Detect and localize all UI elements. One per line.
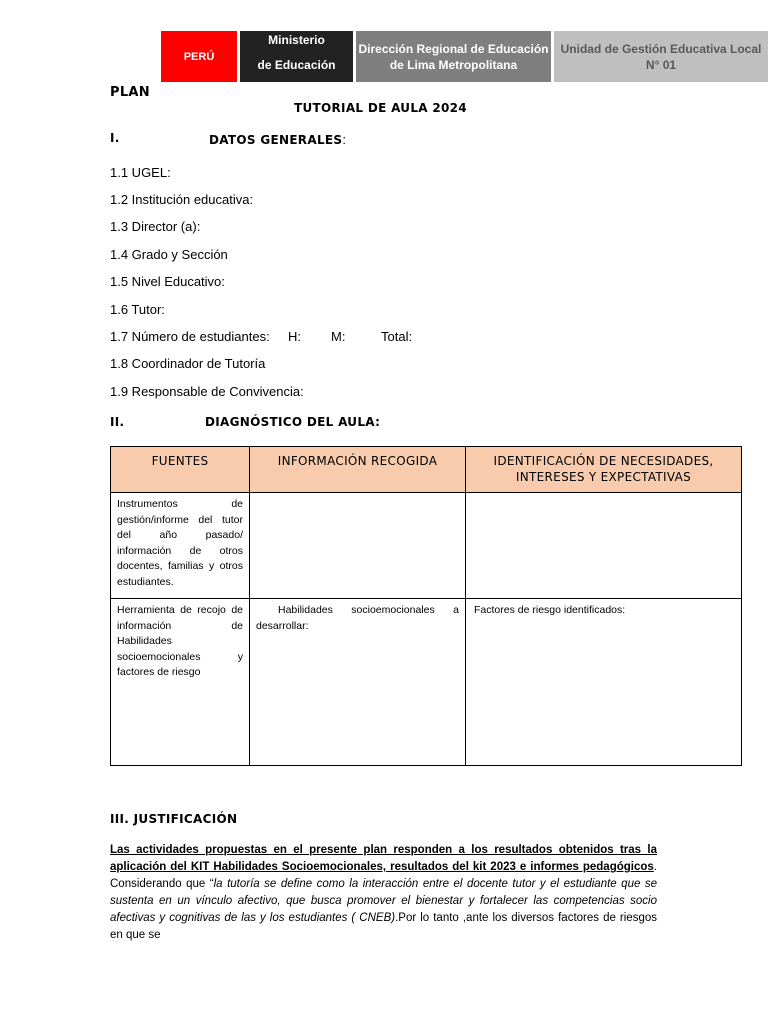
table-cell-factores: Factores de riesgo identificados: (466, 599, 742, 766)
ugel-label: Unidad de Gestión Educativa Local N° 01 (560, 41, 762, 72)
field-num-estudiantes: 1.7 Número de estudiantes: (110, 329, 270, 344)
field-estudiantes-m: M: (331, 329, 346, 344)
table-header-informacion: INFORMACIÓN RECOGIDA (250, 447, 466, 493)
section3-title: III. JUSTIFICACIÓN (110, 812, 238, 826)
ministerio-line1: Ministerio (268, 33, 325, 47)
section1-number: I. (110, 131, 120, 145)
ministerio-line2: de Educación (257, 58, 336, 72)
field-convivencia: 1.9 Responsable de Convivencia: (110, 384, 304, 399)
section1-title: DATOS GENERALES (209, 133, 343, 147)
field-tutor: 1.6 Tutor: (110, 302, 165, 317)
table-row (111, 493, 742, 599)
section1-colon: : (342, 132, 346, 147)
table-row (111, 599, 742, 766)
field-nivel: 1.5 Nivel Educativo: (110, 274, 225, 289)
ministerio-banner (240, 31, 353, 82)
table-cell-empty (250, 493, 466, 599)
justification-quote: la tutoría se define como la interacción entre el docente tutor y el estudiante que se sustenta en un vínculo afectivo, que busca promover el bienestar y fortalecer las competencias socio afectivas y cognitivas de las y los estudiantes ( CNEB) (110, 878, 658, 924)
justification-tail: .Por lo tanto ,ante los diversos factores de riesgos en que se (110, 912, 657, 941)
peru-banner (161, 31, 237, 82)
section2-title: DIAGNÓSTICO DEL AULA: (205, 415, 381, 429)
table-header-fuentes: FUENTES (111, 447, 250, 493)
field-ugel: 1.1 UGEL: (110, 165, 171, 180)
justification-bold: Las actividades propuestas en el presente plan responden a los resultados obtenidos tras la aplicación del KIT Habilidades Socioemocionales, resultados del kit 2023 e informes pedagógicos (110, 844, 657, 873)
diagnostic-table (110, 446, 742, 766)
doc-plan-label: PLAN (110, 85, 150, 100)
field-estudiantes-h: H: (288, 329, 301, 344)
justification-paragraph (110, 842, 657, 944)
field-grado-seccion: 1.4 Grado y Sección (110, 247, 228, 262)
field-institucion: 1.2 Institución educativa: (110, 192, 254, 207)
table-cell-empty (466, 493, 742, 599)
section1-heading (209, 131, 346, 149)
table-header-row (111, 447, 742, 493)
table-cell-fuente-2: Herramienta de recojo de información de Habilidades socioemocionales y factores de riesgo (111, 599, 250, 766)
justification-connector: . Considerando que “ (110, 861, 657, 890)
field-director: 1.3 Director (a): (110, 219, 201, 234)
peru-label: PERÚ (183, 50, 215, 63)
field-coordinador: 1.8 Coordinador de Tutoría (110, 356, 266, 371)
table-cell-habilidades: Habilidades socioemocionales a desarrollar: (250, 599, 466, 766)
ugel-banner (554, 31, 768, 82)
field-estudiantes-total: Total: (381, 329, 413, 344)
dre-label: Dirección Regional de Educación de Lima Metropolitana (358, 41, 549, 72)
dre-banner (356, 31, 551, 82)
table-cell-fuente-1: Instrumentos de gestión/informe del tutor del año pasado/ información de otros docentes, familias y otros estudiantes. (111, 493, 250, 599)
section2-number: II. (110, 415, 125, 429)
doc-title: TUTORIAL DE AULA 2024 (294, 101, 467, 115)
table-header-identificacion: IDENTIFICACIÓN DE NECESIDADES, INTERESES Y EXPECTATIVAS (466, 447, 742, 493)
